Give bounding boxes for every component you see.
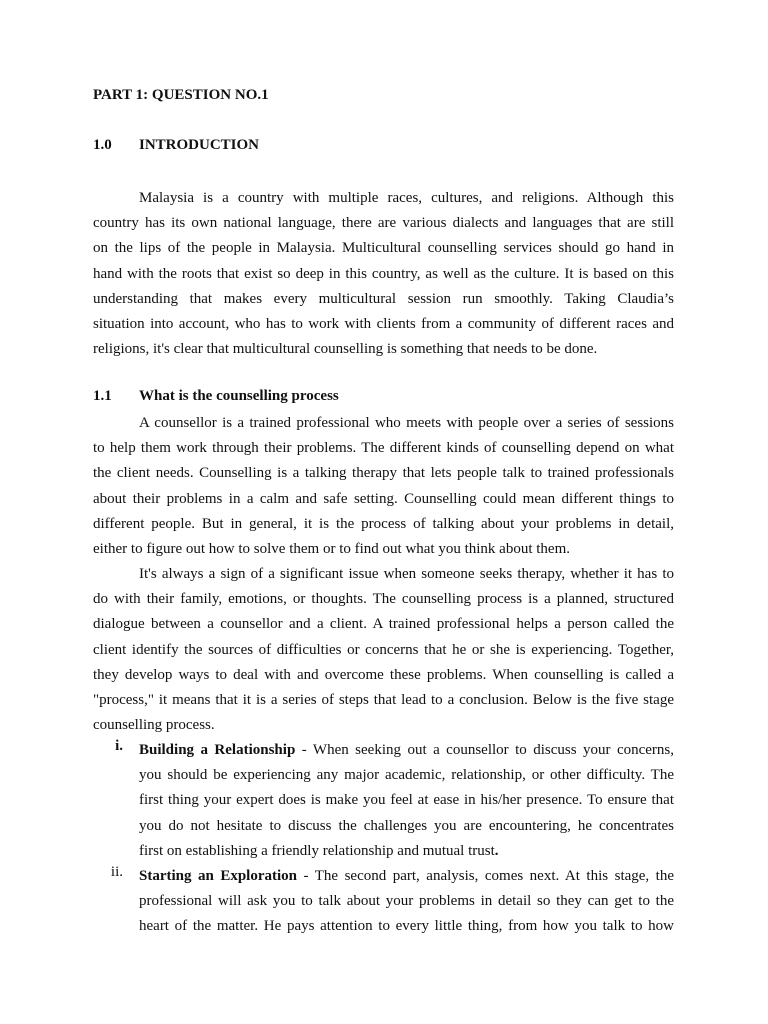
section-title-introduction: INTRODUCTION bbox=[139, 137, 260, 153]
part-heading: PART 1: QUESTION NO.1 bbox=[93, 87, 269, 103]
text-line: Malaysia is a country with multiple races, cultures, and religions. Although this bbox=[139, 190, 674, 206]
text-line: understanding that makes every multicultural session run smoothly. Taking Claudia’s bbox=[93, 290, 674, 307]
text-line bbox=[139, 864, 674, 889]
section-number-1-0: 1.0 bbox=[93, 137, 112, 153]
text-line: It's always a sign of a significant issue when someone seeks therapy, whether it has to bbox=[139, 566, 674, 582]
text-line bbox=[139, 839, 674, 864]
text-line: religions, it's clear that multicultural counselling is something that needs to be done. bbox=[93, 341, 598, 358]
text-line: about their problems in a calm and safe setting. Counselling could mean different things to bbox=[93, 490, 674, 507]
text-line: you do not hesitate to discuss the challenges you are encountering, he concentrates bbox=[139, 817, 674, 834]
text-line: they develop ways to deal with and overcome these problems. When counselling is called a bbox=[93, 666, 674, 683]
text-line: country has its own national language, there are various dialects and languages that are still bbox=[93, 215, 674, 232]
text-line: client identify the sources of difficulties or concerns that he or she is experiencing. Together, bbox=[93, 641, 674, 658]
stage-item-starting-exploration bbox=[139, 864, 674, 940]
section-number-1-1: 1.1 bbox=[93, 388, 112, 404]
text-line: counselling process. bbox=[93, 717, 215, 734]
text-line: "process," it means that it is a series of steps that lead to a conclusion. Below is the five stage bbox=[93, 692, 674, 709]
stage-text-end: . bbox=[494, 842, 499, 859]
text-line bbox=[139, 738, 674, 763]
stage-text: first on establishing a friendly relationship and mutual trust bbox=[139, 842, 495, 859]
text-line: heart of the matter. He pays attention to every little thing, from how you talk to how bbox=[139, 918, 674, 935]
counselling-paragraph-1 bbox=[93, 411, 674, 562]
text-line: you should be experiencing any major academic, relationship, or other difficulty. The bbox=[139, 767, 674, 784]
text-line: hand with the roots that exist so deep in this country, as well as the culture. It is based on this bbox=[93, 265, 674, 282]
text-line: first thing your expert does is make you feel at ease in his/her presence. To ensure that bbox=[139, 792, 674, 809]
stage-text: - When seeking out a counsellor to discuss your concerns, bbox=[295, 742, 674, 758]
stage-title: Starting an Exploration bbox=[139, 868, 298, 884]
text-line: A counsellor is a trained professional who meets with people over a series of sessions bbox=[139, 415, 674, 431]
stage-marker-i: i. bbox=[115, 738, 123, 754]
stage-title: Building a Relationship bbox=[139, 742, 296, 758]
text-line: different people. But in general, it is the process of talking about your problems in detail, bbox=[93, 515, 674, 532]
stage-text: - The second part, analysis, comes next. At this stage, the bbox=[297, 868, 674, 884]
text-line: professional will ask you to talk about your problems in detail so they can get to the bbox=[139, 893, 674, 910]
stage-marker-ii: ii. bbox=[110, 864, 123, 880]
text-line: dialogue between a counsellor and a client. A trained professional helps a person called the bbox=[93, 616, 674, 633]
text-line: do with their family, emotions, or thoughts. The counselling process is a planned, structured bbox=[93, 591, 674, 608]
stage-item-building-relationship bbox=[139, 738, 674, 864]
text-line: situation into account, who has to work with clients from a community of different races and bbox=[93, 316, 674, 333]
text-line: to help them work through their problems. The different kinds of counselling depend on what bbox=[93, 440, 674, 457]
text-line: on the lips of the people in Malaysia. Multicultural counselling services should go hand in bbox=[93, 240, 674, 257]
section-title-counselling-process: What is the counselling process bbox=[139, 388, 339, 404]
text-line: either to figure out how to solve them or to find out what you think about them. bbox=[93, 541, 571, 558]
counselling-paragraph-2 bbox=[93, 562, 674, 738]
text-line: the client needs. Counselling is a talking therapy that lets people talk to trained professionals bbox=[93, 465, 674, 482]
intro-paragraph bbox=[93, 186, 674, 362]
